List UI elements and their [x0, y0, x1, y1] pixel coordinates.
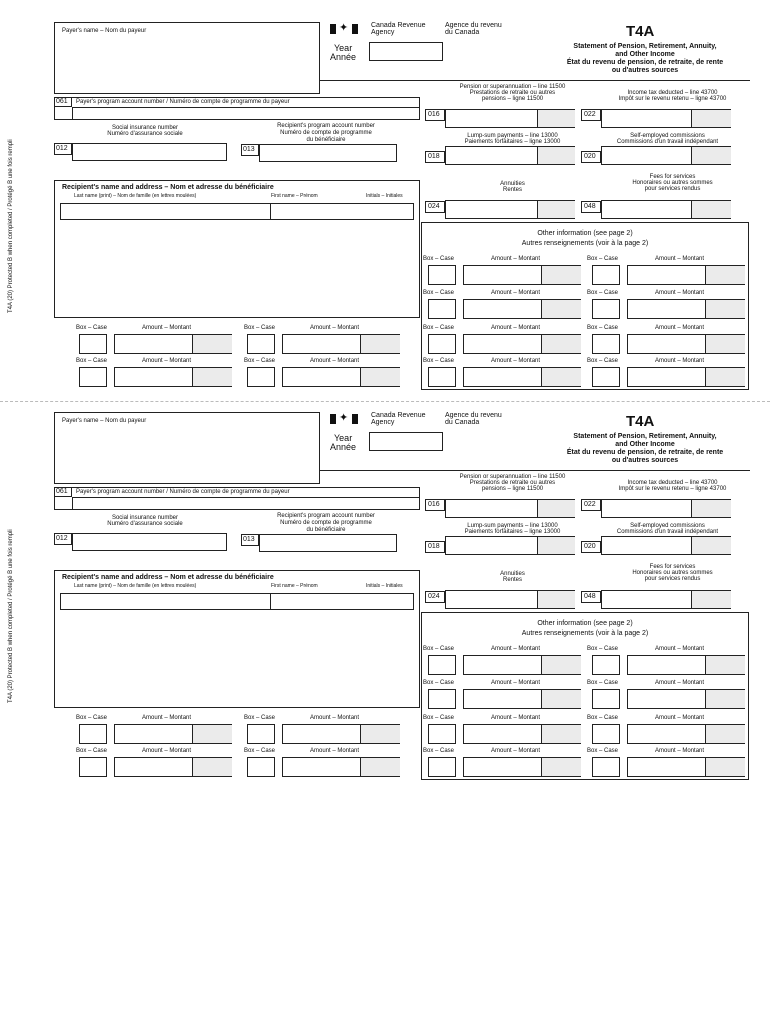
agency-fr-2: du Canada: [445, 419, 480, 426]
box-016-code: 016: [428, 501, 440, 508]
agency-fr-1: Agence du revenu: [445, 412, 502, 419]
recipient-account-field[interactable]: [259, 534, 397, 552]
amount-label: Amount – Montant: [655, 680, 705, 686]
payer-account-field[interactable]: [72, 107, 420, 120]
recipient-account-label-2: Numéro de compte de programme: [280, 520, 372, 526]
box-case-label: Box – Case: [423, 290, 455, 296]
fees-label-2: Honoraires ou autres sommes: [632, 570, 713, 576]
amount-label: Amount – Montant: [491, 358, 541, 364]
tax-label-2: Impôt sur le revenu retenu – ligne 43700: [618, 96, 727, 102]
other-info-box-code-field[interactable]: [428, 265, 456, 285]
box-case-label: Box – Case: [587, 256, 619, 262]
amount-label: Amount – Montant: [655, 290, 705, 296]
cut-line: [0, 401, 770, 402]
amount-label: Amount – Montant: [655, 715, 705, 721]
box-case-label: Box – Case: [423, 325, 455, 331]
amount-label: Amount – Montant: [310, 715, 360, 721]
recipient-account-field[interactable]: [259, 144, 397, 162]
year-field[interactable]: [369, 42, 443, 61]
statement-line-1: Statement of Pension, Retirement, Annuity,: [573, 43, 717, 50]
form-title: T4A: [626, 23, 655, 40]
box-048-code: 048: [584, 593, 596, 600]
box-case-label: Box – Case: [587, 680, 619, 686]
box-022-code: 022: [584, 501, 596, 508]
recipient-address-field[interactable]: [54, 570, 420, 708]
payer-name-label: Payer's name – Nom du payeur: [62, 28, 147, 34]
fees-label-2: Honoraires ou autres sommes: [632, 180, 713, 186]
payer-account-field[interactable]: [72, 497, 420, 510]
recipient-account-label-3: du bénéficiaire: [306, 137, 346, 143]
payer-account-label: Payer's program account number / Numéro de compte de programme du payeur: [76, 99, 290, 105]
lump-label-2: Paiements forfaitaires – ligne 13000: [464, 139, 561, 145]
box-case-label: Box – Case: [423, 748, 455, 754]
box-024-code: 024: [428, 203, 440, 210]
tax-label-1: Income tax deducted – line 43700: [627, 90, 718, 96]
other-info-box-code-field[interactable]: [592, 689, 620, 709]
amount-label: Amount – Montant: [491, 680, 541, 686]
first-name-label: First name – Prénom: [271, 583, 318, 589]
box-020-code: 020: [584, 543, 596, 550]
box-case-label: Box – Case: [76, 325, 108, 331]
other-info-box-code-field[interactable]: [79, 724, 107, 744]
other-info-box-code-field[interactable]: [428, 689, 456, 709]
sin-label-2: Numéro d'assurance sociale: [107, 131, 183, 137]
annuities-label-1: Annuities: [500, 571, 525, 577]
box-016-code: 016: [428, 111, 440, 118]
fees-label-3: pour services rendus: [644, 576, 701, 582]
canada-flag-icon: ✦: [330, 23, 360, 35]
recipient-account-label-2: Numéro de compte de programme: [280, 130, 372, 136]
box-case-label: Box – Case: [423, 680, 455, 686]
box-012-code: 012: [56, 145, 68, 152]
statement-line-2: and Other Income: [615, 51, 675, 58]
box-case-label: Box – Case: [423, 256, 455, 262]
other-info-box-code-field[interactable]: [428, 299, 456, 319]
initials-label: Initials – Initiales: [366, 193, 403, 199]
amount-label: Amount – Montant: [491, 715, 541, 721]
form-title: T4A: [626, 413, 655, 430]
box-018-code: 018: [428, 153, 440, 160]
last-name-label: Last name (print) – Nom de famille (en lettres moulées): [74, 583, 197, 589]
other-info-box-code-field[interactable]: [592, 367, 620, 387]
other-info-label-1: Other information (see page 2): [537, 620, 633, 627]
box-case-label: Box – Case: [423, 646, 455, 652]
box-024-code: 024: [428, 593, 440, 600]
payer-account-label: Payer's program account number / Numéro de compte de programme du payeur: [76, 489, 290, 495]
last-name-label: Last name (print) – Nom de famille (en lettres moulées): [74, 193, 197, 199]
sin-label-1: Social insurance number: [111, 125, 179, 131]
box-013-code: 013: [243, 536, 255, 543]
amount-label: Amount – Montant: [491, 256, 541, 262]
other-info-box-code-field[interactable]: [79, 334, 107, 354]
self-label-2: Commissions d'un travail indépendant: [616, 139, 719, 145]
box-case-label: Box – Case: [587, 358, 619, 364]
initials-label: Initials – Initiales: [366, 583, 403, 589]
year-label-fr: Année: [330, 52, 357, 62]
sin-label-1: Social insurance number: [111, 515, 179, 521]
annuities-label-2: Rentes: [502, 187, 522, 193]
box-case-label: Box – Case: [244, 715, 276, 721]
recipient-account-label-1: Recipient's program account number: [277, 123, 375, 129]
other-info-box-code-field[interactable]: [247, 757, 275, 777]
other-info-box-code-field[interactable]: [592, 265, 620, 285]
amount-label: Amount – Montant: [655, 646, 705, 652]
box-case-label: Box – Case: [244, 358, 276, 364]
amount-label: Amount – Montant: [655, 325, 705, 331]
annuities-label-2: Rentes: [502, 577, 522, 583]
statement-line-3: État du revenu de pension, de retraite, de rente: [566, 449, 724, 456]
box-020-code: 020: [584, 153, 596, 160]
tax-label-2: Impôt sur le revenu retenu – ligne 43700: [618, 486, 727, 492]
other-info-box-code-field[interactable]: [428, 724, 456, 744]
box-013-code: 013: [243, 146, 255, 153]
side-protected-label: T4A (20) Protected B when completed / Protégé B une fois rempli: [8, 139, 14, 313]
t4a-slip-2: [0, 390, 770, 770]
recipient-header: Recipient's name and address – Nom et adresse du bénéficiaire: [62, 574, 274, 581]
sin-field[interactable]: [72, 143, 227, 161]
agency-en-1: Canada Revenue: [371, 22, 426, 29]
lump-label-1: Lump-sum payments – line 13000: [467, 133, 558, 139]
other-info-box-code-field[interactable]: [592, 334, 620, 354]
box-case-label: Box – Case: [76, 358, 108, 364]
self-label-1: Self-employed commissions: [630, 523, 705, 529]
pension-label-1: Pension or superannuation – line 11500: [459, 474, 566, 480]
other-info-box-code-field[interactable]: [247, 334, 275, 354]
amount-label: Amount – Montant: [491, 646, 541, 652]
amount-label: Amount – Montant: [310, 358, 360, 364]
other-info-box-code-field[interactable]: [79, 367, 107, 387]
box-case-label: Box – Case: [423, 715, 455, 721]
box-case-label: Box – Case: [244, 748, 276, 754]
box-018-code: 018: [428, 543, 440, 550]
other-info-box-code-field[interactable]: [428, 367, 456, 387]
box-022-code: 022: [584, 111, 596, 118]
amount-label: Amount – Montant: [310, 748, 360, 754]
amount-label: Amount – Montant: [655, 358, 705, 364]
other-info-box-code-field[interactable]: [592, 299, 620, 319]
other-info-box-code-field[interactable]: [247, 724, 275, 744]
fees-label-3: pour services rendus: [644, 186, 701, 192]
sin-field[interactable]: [72, 533, 227, 551]
year-label-fr: Année: [330, 442, 357, 452]
box-case-label: Box – Case: [587, 290, 619, 296]
other-info-box-code-field[interactable]: [428, 655, 456, 675]
amount-label: Amount – Montant: [142, 358, 192, 364]
amount-label: Amount – Montant: [142, 715, 192, 721]
header-rule: [320, 80, 750, 81]
box-case-label: Box – Case: [587, 715, 619, 721]
amount-label: Amount – Montant: [142, 325, 192, 331]
statement-line-3: État du revenu de pension, de retraite, de rente: [566, 59, 724, 66]
recipient-address-field[interactable]: [54, 180, 420, 318]
box-012-code: 012: [56, 535, 68, 542]
other-info-box-code-field[interactable]: [592, 757, 620, 777]
box-case-label: Box – Case: [244, 325, 276, 331]
tax-label-1: Income tax deducted – line 43700: [627, 480, 718, 486]
statement-line-4: ou d'autres sources: [611, 457, 679, 464]
t4a-slip-1: [0, 0, 770, 380]
lump-label-2: Paiements forfaitaires – ligne 13000: [464, 529, 561, 535]
agency-fr-2: du Canada: [445, 29, 480, 36]
other-info-label-2: Autres renseignements (voir à la page 2): [521, 630, 649, 637]
box-061-code: 061: [56, 488, 68, 495]
amount-label: Amount – Montant: [655, 748, 705, 754]
first-name-label: First name – Prénom: [271, 193, 318, 199]
agency-en-2: Agency: [371, 29, 395, 36]
annuities-label-1: Annuities: [500, 181, 525, 187]
side-protected-label: T4A (20) Protected B when completed / Protégé B une fois rempli: [8, 529, 14, 703]
payer-name-label: Payer's name – Nom du payeur: [62, 418, 147, 424]
sin-label-2: Numéro d'assurance sociale: [107, 521, 183, 527]
fees-label-1: Fees for services: [649, 174, 696, 180]
pension-label-2: Prestations de retraite ou autres: [469, 480, 556, 486]
other-info-box-code-field[interactable]: [592, 724, 620, 744]
recipient-account-label-1: Recipient's program account number: [277, 513, 375, 519]
box-048-code: 048: [584, 203, 596, 210]
amount-label: Amount – Montant: [491, 290, 541, 296]
other-info-box-code-field[interactable]: [79, 757, 107, 777]
amount-label: Amount – Montant: [491, 325, 541, 331]
agency-en-1: Canada Revenue: [371, 412, 426, 419]
self-label-2: Commissions d'un travail indépendant: [616, 529, 719, 535]
recipient-account-label-3: du bénéficiaire: [306, 527, 346, 533]
other-info-label-2: Autres renseignements (voir à la page 2): [521, 240, 649, 247]
box-case-label: Box – Case: [587, 325, 619, 331]
statement-line-1: Statement of Pension, Retirement, Annuity,: [573, 433, 717, 440]
other-info-box-code-field[interactable]: [592, 655, 620, 675]
year-label-en: Year: [334, 43, 353, 53]
fees-label-1: Fees for services: [649, 564, 696, 570]
amount-label: Amount – Montant: [491, 748, 541, 754]
statement-line-4: ou d'autres sources: [611, 67, 679, 74]
recipient-header: Recipient's name and address – Nom et adresse du bénéficiaire: [62, 184, 274, 191]
amount-label: Amount – Montant: [142, 748, 192, 754]
other-info-box-code-field[interactable]: [247, 367, 275, 387]
recipient-name-row[interactable]: [60, 203, 414, 220]
lump-label-1: Lump-sum payments – line 13000: [467, 523, 558, 529]
box-case-label: Box – Case: [76, 748, 108, 754]
pension-label-3: pensions – ligne 11500: [481, 96, 544, 102]
box-case-label: Box – Case: [423, 358, 455, 364]
other-info-box-code-field[interactable]: [428, 757, 456, 777]
box-case-label: Box – Case: [76, 715, 108, 721]
box-case-label: Box – Case: [587, 646, 619, 652]
agency-en-2: Agency: [371, 419, 395, 426]
pension-label-3: pensions – ligne 11500: [481, 486, 544, 492]
box-061-code: 061: [56, 98, 68, 105]
year-label-en: Year: [334, 433, 353, 443]
canada-flag-icon: ✦: [330, 413, 360, 425]
box-case-label: Box – Case: [587, 748, 619, 754]
other-info-box-code-field[interactable]: [428, 334, 456, 354]
other-info-label-1: Other information (see page 2): [537, 230, 633, 237]
pension-label-1: Pension or superannuation – line 11500: [459, 84, 566, 90]
header-rule: [320, 470, 750, 471]
self-label-1: Self-employed commissions: [630, 133, 705, 139]
pension-label-2: Prestations de retraite ou autres: [469, 90, 556, 96]
statement-line-2: and Other Income: [615, 441, 675, 448]
amount-label: Amount – Montant: [655, 256, 705, 262]
agency-fr-1: Agence du revenu: [445, 22, 502, 29]
year-field[interactable]: [369, 432, 443, 451]
recipient-name-row[interactable]: [60, 593, 414, 610]
amount-label: Amount – Montant: [310, 325, 360, 331]
